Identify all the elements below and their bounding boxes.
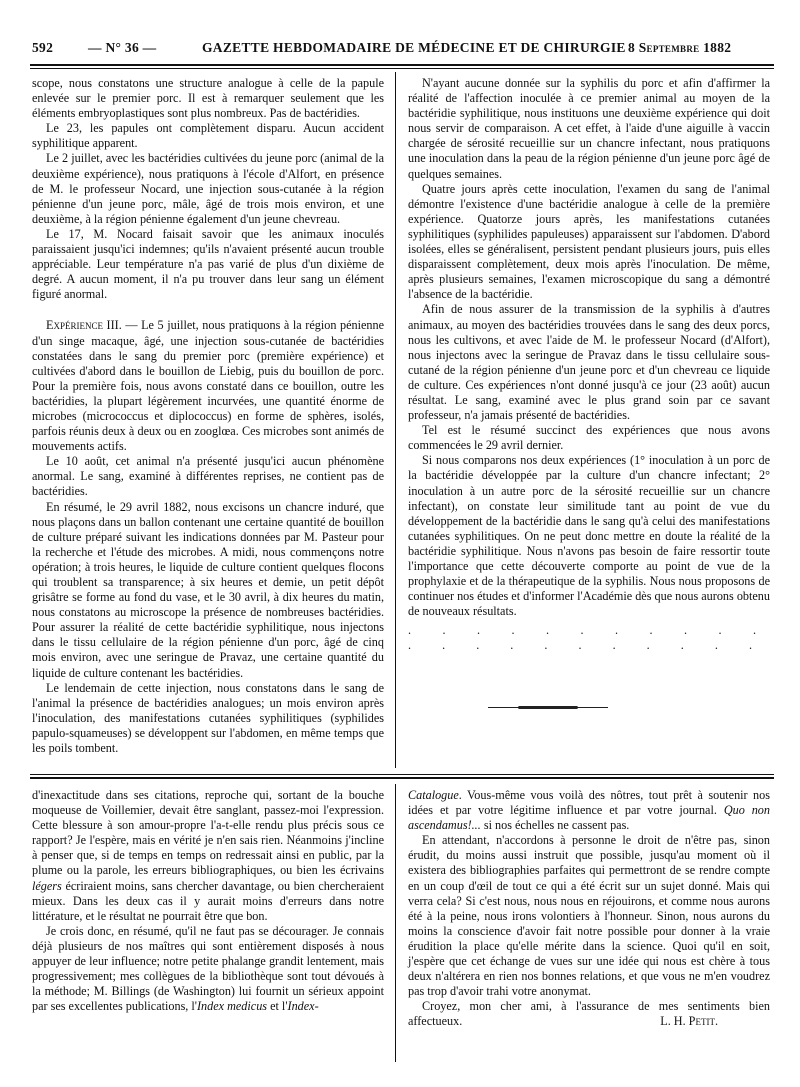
paragraph: N'ayant aucune donnée sur la syphilis du porc et afin d'affirmer la réalité de l'affection inoculée à ce premier animal au moyen de la bactéridie syphilitique, nous instituons une deuxième expérience qui doit nous servir de comparaison. A cet effet, à l'aide d'une aiguille à vaccin chargée de sérosité recueillie sur un chancre infectant, nous pratiquons une inoculation dans la peau de la région pénienne d'un jeune porc âgé de quelques semaines. — [408, 76, 770, 181]
paragraph: Le 17, M. Nocard faisait savoir que les animaux inoculés paraissaient jusqu'ici indemnes; qu'ils n'avaient présenté aucun trouble appréciable. Leur température n'a pas varié de plus d'un dixième de degré. A aucun moment, il n'a pu trouver dans leur sang un élément figuré anormal. — [32, 226, 384, 302]
ellipsis-dots: . . . . . . . . . . . . . . . . . . . . . . — [408, 623, 770, 653]
paragraph: Le 2 juillet, avec les bactéridies cultivées du jeune porc (animal de la deuxième expérience), nous pratiquons à l'école d'Alfort, en présence de M. le professeur Nocard, une injection sous-cutanée à la région pénienne d'un jeune porc, mâle, âgé de trois mois environ, et une deuxième, à la région pénienne également d'un jeune chevreau. — [32, 151, 384, 226]
top-left-column — [32, 76, 384, 756]
top-right-column — [408, 76, 770, 654]
section-ornament — [488, 706, 608, 709]
column-divider-bottom — [395, 784, 396, 1062]
paragraph: En résumé, le 29 avril 1882, nous excisons un chancre induré, que nous plaçons dans un ballon contenant une certaine quantité de bouillon de culture préparé suivant les indications données par M. Pasteur pour la recherche et l'étude des microbes. A midi, nous commençons notre opération; à trois heures, le liquide de culture contient quelques flocons qui troublent sa transparence; à six heures et demie, un petit dépôt grisâtre se forme au fond du vase, et le 30 avril, à dix heures du matin, nous constatons au microscope la présence de nombreuses bactéridies. Pour assurer la réalité de cette bactéridie syphilitique, nous injectons dans le tissu cellulaire de la région pénienne d'un porc, âgé de cinq mois environ, avec une seringue de Pravaz, une certaine quantité du liquide de culture contenant les bactéridies. — [32, 499, 384, 680]
paragraph: En attendant, n'accordons à personne le droit de n'être pas, sinon érudit, du moins aussi instruit que possible, jusqu'au moment où il existera des bibliographies parfaites qui permettront de se rendre compte en un coup d'œil de tout ce qui a été écrit sur un sujet donné. Mais qui verra cela? Si c'est nous, nous nous en réjouirons, et comme nous aurons été à la peine, nous irons volontiers à l'honneur. Sinon, nous aurons du moins la conscience d'avoir fait notre possible pour donner à la vraie érudition la place qu'elle mérite dans la science. Quoi qu'il en soit, j'espère que cet échange de vues sur une idée qui nous est chère à tous deux n'altérera en rien nos bonnes relations, et que vous ne m'en voudrez pas trop d'avoir trahi votre anonymat. — [408, 833, 770, 999]
paragraph: Quatre jours après cette inoculation, l'examen du sang de l'animal démontre l'existence d'une bactéridie analogue à celle de la première expérience. Quatorze jours après, les manifestations cutanées syphilitiques (syphilides papuleuses) apparaissent sur l'abdomen. D'abord isolées, elles se généralisent, persistent pendant plusieurs jours, puis elles disparaissent complètement, deux mois après l'inoculation. De même, après plusieurs semaines, l'examen microscopique du sang a démontré l'absence de la bactéridie. — [408, 181, 770, 302]
issue-number: — N° 36 — — [88, 40, 157, 55]
paragraph: Le 10 août, cet animal n'a présenté jusqu'ici aucun phénomène anormal. Le sang, examiné à différentes reprises, ne contient pas de bactéridies. — [32, 454, 384, 499]
experiment-label: Expérience III. — [46, 318, 122, 333]
journal-title: GAZETTE HEBDOMADAIRE DE MÉDECINE ET DE CHIRURGIE — [202, 40, 626, 55]
paragraph: Je crois donc, en résumé, qu'il ne faut pas se décourager. Je connais déjà plusieurs de nos maîtres qui sont entièrement disposés à nous appuyer de leur influence; notre petite phalange grandit lentement, mais progressivement; mes collègues de la bibliothèque sont tout dévoués à la méthode; M. Billings (de Washington) lui fournit un sérieux appoint par ses excellentes publications, l'Index medicus et l'Index- — [32, 923, 384, 1014]
experiment-text: — Le 5 juillet, nous pratiquons à la région pénienne d'un singe macaque, âgé, une injection sous-cutanée de bactéridies constatées dans le sang du premier porc (première expérience) et cultivées d'abord dans le bouillon de Liebig, puis du bouillon de porc. Pour la première fois, nous avons constaté dans ce bouillon, outre les bactéridies, la plupart légèrement incurvées, une quantité énorme de microbes (micrococcus et diplococcus) en forme de sphères, isolés, parfois réunis deux à deux ou en zooglœa. Ces microbes sont animés de mouvements actifs. — [32, 318, 384, 454]
experiment-paragraph — [32, 318, 384, 454]
column-divider — [395, 72, 396, 768]
closing-paragraph: Croyez, mon cher ami, à l'assurance de mes sentiments bien affectueux. L. H. Petit. — [408, 999, 770, 1029]
paragraph: Le lendemain de cette injection, nous constatons dans le sang de l'animal la présence de bactéridies analogues; un mois environ après l'inoculation, des manifestations cutanées syphilitiques (syphilides papulo-squameuses) se développent sur l'abdomen, en même temps que les poils tombent. — [32, 680, 384, 756]
paragraph: Tel est le résumé succinct des expériences que nous avons commencées le 29 avril dernier. — [408, 423, 770, 453]
page-number: 592 — [32, 40, 54, 55]
issue-date: 8 Septembre 1882 — [628, 40, 732, 55]
paragraph: Si nous comparons nos deux expériences (1° inoculation à un porc de la bactéridie développée par la culture d'un chancre infectant; 2° inoculation à un autre porc de la sérosité recueillie sur un chancre infectant), on constate leur similitude tant au point de vue du développement de la bactéridie dans le sang qu'à celui des manifestations cutanées syphilitiques. On ne peut donc mettre en doute la réalité de la bactéridie syphilitique. Nous n'avons pas besoin de faire ressortir toute l'importance que cette découverte comporte au point de vue de la prophylaxie et de la thérapeutique de la syphilis. Nous nous proposons de continuer nos études et d'informer l'Académie dès que nous aurons obtenu de nouveaux résultats. — [408, 453, 770, 619]
bottom-left-column — [32, 788, 384, 1014]
paragraph: d'inexactitude dans ses citations, reproche qui, sortant de la bouche moqueuse de Voillemier, devait être sanglant, passez-moi l'expression. Cette blessure à son amour-propre l'a-t-elle rendu plus précis sous ce rapport? Je l'espère, mais en vérité je n'en sais rien. Néanmoins j'incline à penser que, si de temps en temps on redressait ainsi en public, par la plume ou la parole, les erreurs bibliographiques, ou bien les écrivains légers écriraient moins, sans chercher davantage, ou bien chercheraient mieux. Dans les deux cas il y aurait moins d'erreurs dans notre littérature, et le résultat ne pourrait être que bon. — [32, 788, 384, 923]
header-rule-thin — [30, 68, 774, 69]
header-rule — [30, 64, 774, 66]
paragraph: scope, nous constatons une structure analogue à celle de la papule enlevée sur le premier porc. Il est à remarquer seulement que les éléments embryoplastiques sont plus nombreux. Pas de bactéridies. — [32, 76, 384, 121]
paragraph: Le 23, les papules ont complètement disparu. Aucun accident syphilitique apparent. — [32, 121, 384, 151]
bottom-right-column — [408, 788, 770, 1030]
paragraph: Afin de nous assurer de la transmission de la syphilis à d'autres animaux, au moyen des bactéridies trouvées dans le sang des deux porcs, nous les cultivons, et avec l'aide de M. le professeur Nocard (d'Alfort), nous injectons avec la seringue de Pravaz dans le tissu cellulaire sous-cutané de la région pénienne d'un jeune porc et d'un chevreau ce liquide de culture. Ces expériences n'ont donné jusqu'à ce jour (23 août) aucun résultat. Le sang, examiné avec le plus grand soin par ce savant professeur, n'a jamais présenté de bactéridies. — [408, 302, 770, 423]
signature: L. H. Petit. — [660, 1014, 718, 1029]
paragraph: Catalogue. Vous-même vous voilà des nôtres, tout prêt à soutenir nos idées et par votre légitime influence et par votre journal. Quo non ascendamus!... si nos échelles ne cassent pas. — [408, 788, 770, 833]
section-rule-thick — [30, 777, 774, 779]
section-rule — [30, 774, 774, 775]
page-header — [30, 40, 774, 62]
